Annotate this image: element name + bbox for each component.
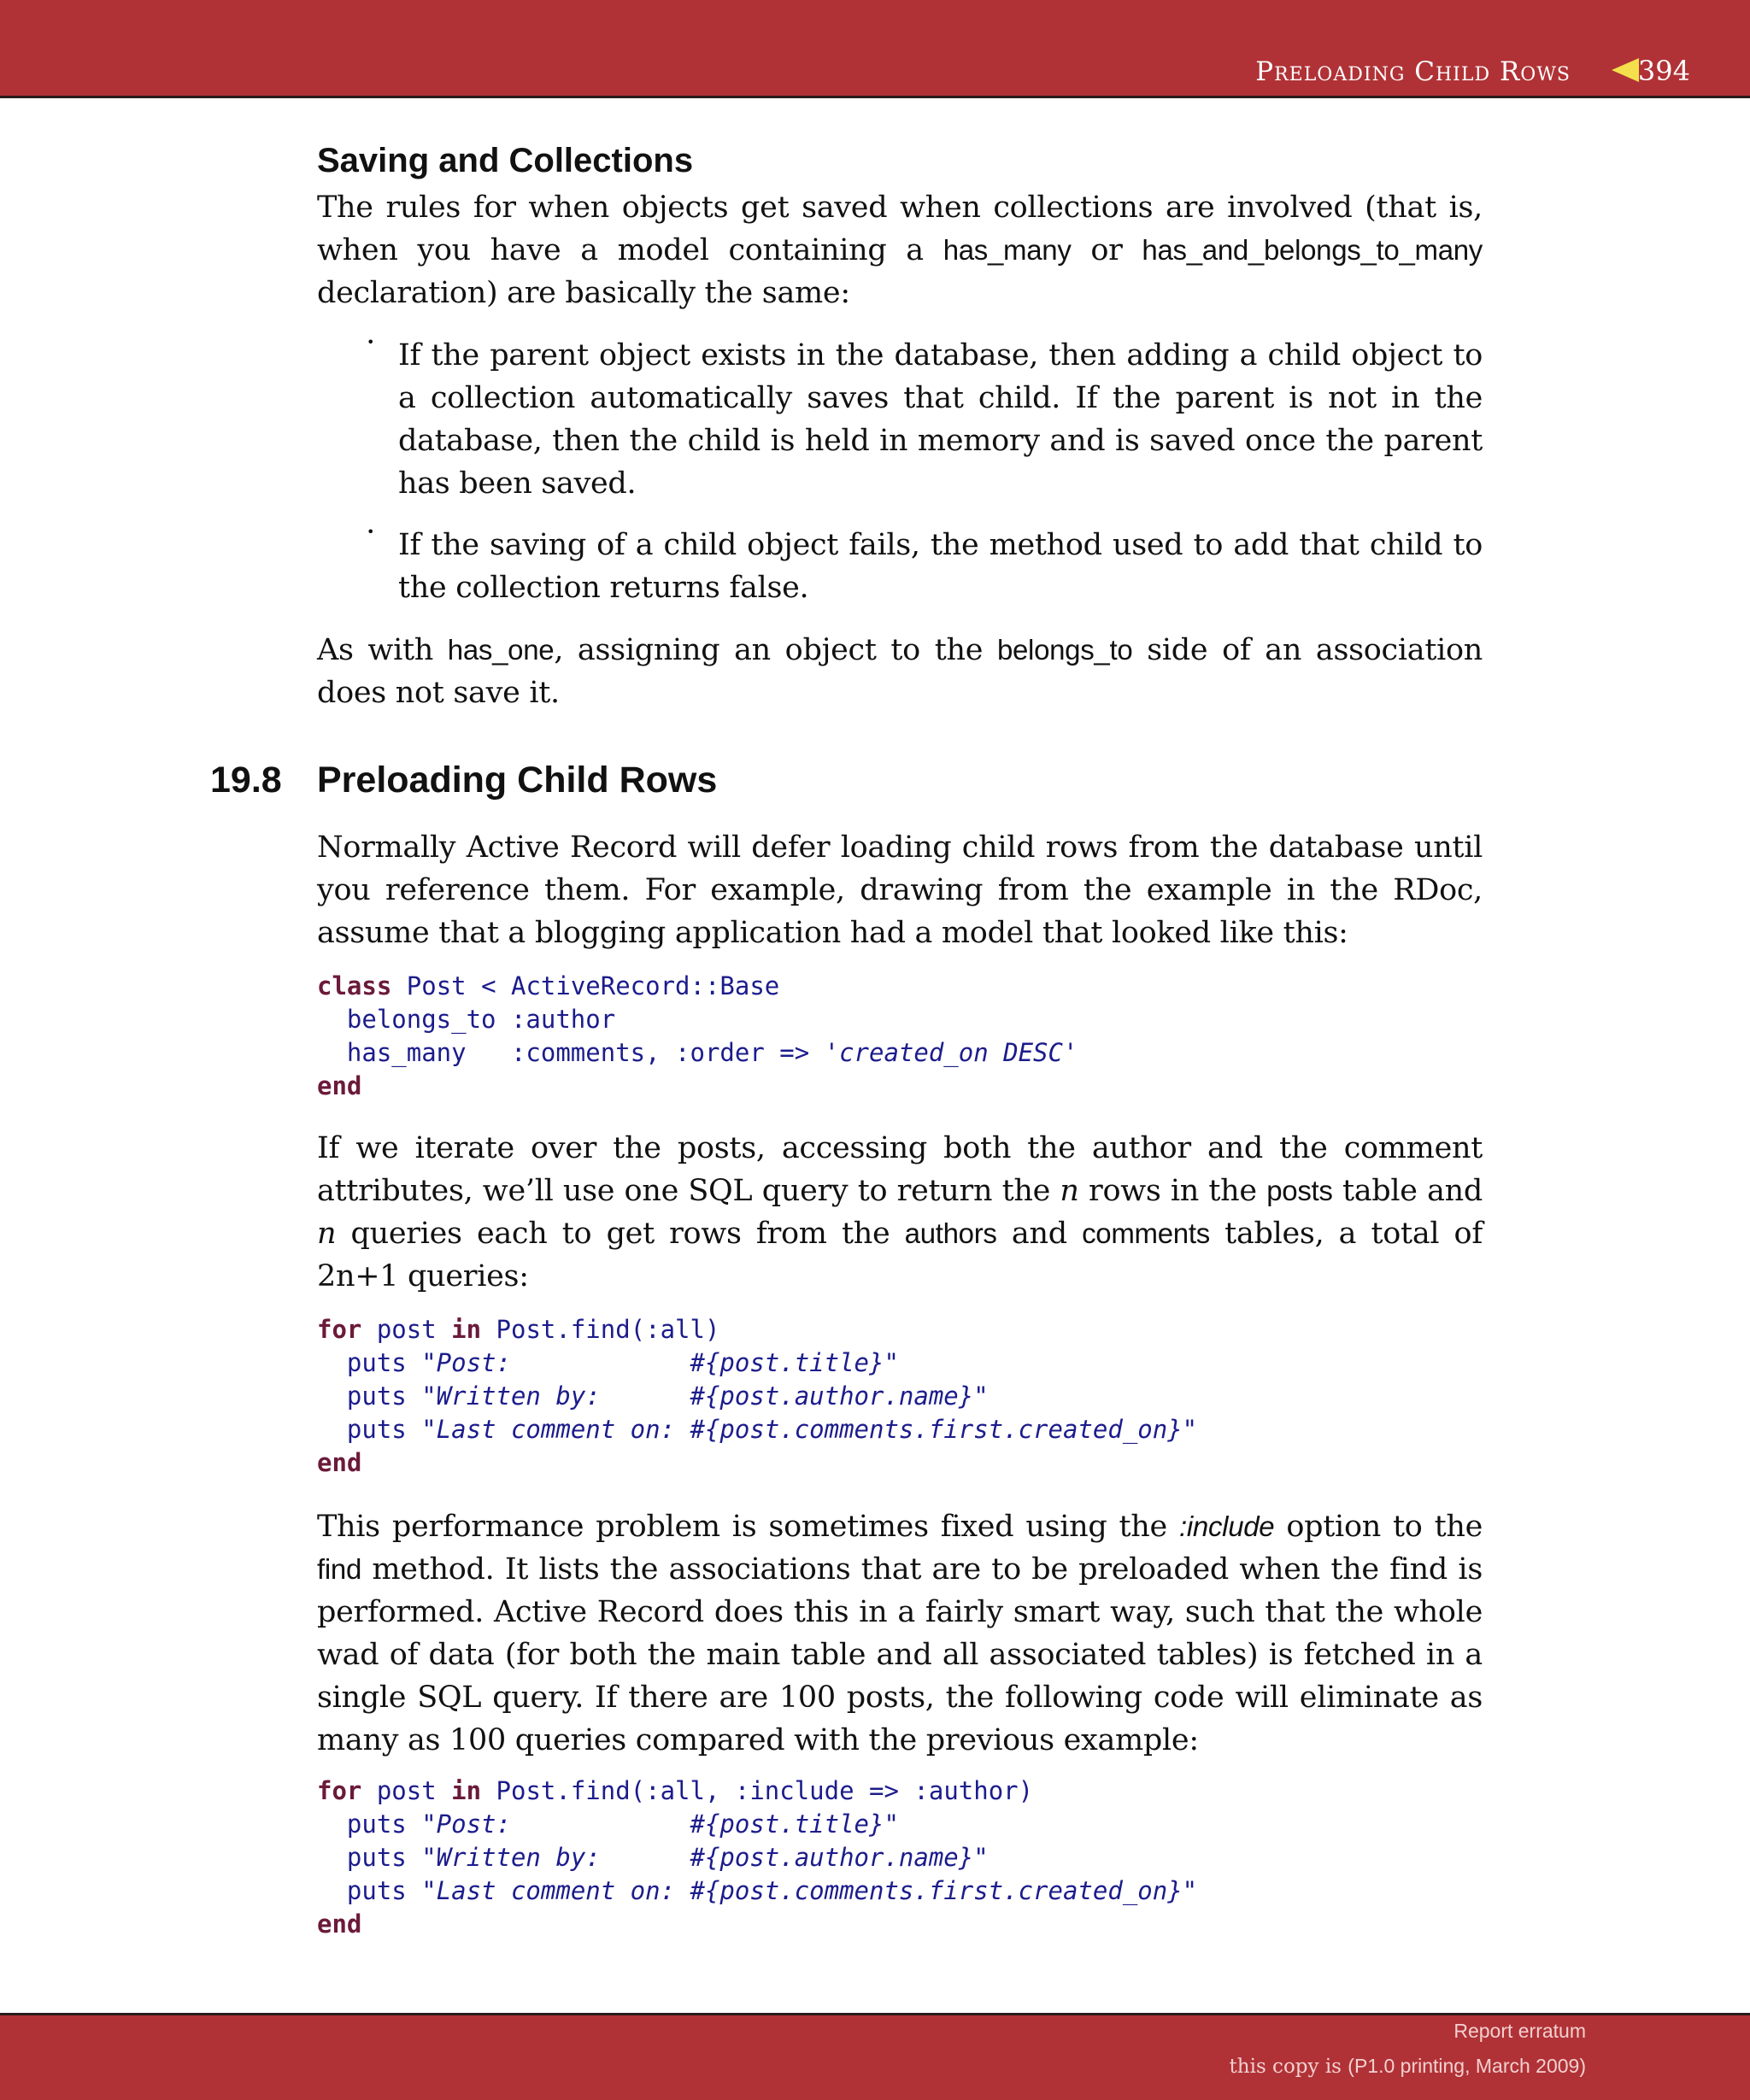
code-term: belongs_to	[996, 634, 1133, 666]
saving-bullets	[317, 334, 1483, 609]
list-item: • If the parent object exists in the database, then adding a child object to a collection automatically saves that child. If the parent is not in the database, then the child is held in memory and is saved once the parent has been saved.	[367, 334, 1483, 501]
code-block-loop: for post in Post.find(:all) puts "Post: #{post.title}" puts "Written by: #{post.author.name}" puts "Last comment on: #{post.comments.first.created_on}" end	[317, 1315, 1198, 1477]
copy-info: this copy is (P1.0 printing, March 2009)	[1229, 2055, 1586, 2078]
subsection-heading: Saving and Collections	[317, 142, 694, 179]
page-number: 394	[1637, 55, 1690, 87]
preload-para-1: Normally Active Record will defer loading child rows from the database until you reference them. For example, drawing from the example in the RDoc, assume that a blogging application had a model that looked like this:	[317, 830, 1483, 950]
saving-intro	[317, 186, 1483, 314]
code-term: has_and_belongs_to_many	[1142, 234, 1483, 266]
code-block-include: for post in Post.find(:all, :include => :author) puts "Post: #{post.title}" puts "Written by: #{post.author.name}" puts "Last comment on: #{post.comments.first.created_on}" end	[317, 1776, 1198, 1939]
code-term: find	[317, 1553, 362, 1585]
code-term: has_one	[447, 634, 555, 666]
section-title: Preloading Child Rows	[317, 760, 718, 801]
saving-intro-paragraph: The rules for when objects get saved when collections are involved (that is, when you have a model containing a has_many or has_and_belongs_to_many declaration) are basically the same:	[317, 191, 1483, 310]
bullet-icon: •	[367, 524, 375, 540]
code-term: posts	[1266, 1175, 1333, 1206]
bullet-icon: •	[367, 334, 375, 350]
code-block-model: class Post < ActiveRecord::Base belongs_to :author has_many :comments, :order => 'created_on DESC' end	[317, 971, 1078, 1100]
list-item: • If the saving of a child object fails, the method used to add that child to the collection returns false.	[367, 524, 1483, 605]
saving-outro	[317, 629, 1483, 714]
preload-para-2: If we iterate over the posts, accessing both the author and the comment attributes, we’ll use one SQL query to return the n rows in the posts table and n queries each to get rows from the authors and comments tables, a total of 2n+1 queries:	[317, 1131, 1483, 1293]
code-term: comments	[1082, 1217, 1210, 1249]
code-term: has_many	[943, 234, 1072, 266]
preload-para-3: This performance problem is sometimes fixed using the :include option to the find method. It lists the associations that are to be preloaded when the find is performed. Active Record does this in a fairly smart way, such that the whole wad of data (for both the main table and all associated tables) is fetched in a single SQL query. If there are 100 posts, the following code will eliminate as many as 100 queries compared with the previous example:	[317, 1510, 1483, 1757]
section-number: 19.8	[210, 760, 282, 801]
code-term: :include	[1179, 1510, 1275, 1542]
previous-arrow-icon[interactable]	[1612, 58, 1639, 82]
running-header-title: Preloading Child Rows	[1255, 56, 1571, 87]
saving-outro-paragraph: As with has_one, assigning an object to the belongs_to side of an association does not save it.	[317, 633, 1483, 710]
code-term: authors	[904, 1217, 997, 1249]
report-erratum-link[interactable]: Report erratum	[1453, 2020, 1586, 2042]
